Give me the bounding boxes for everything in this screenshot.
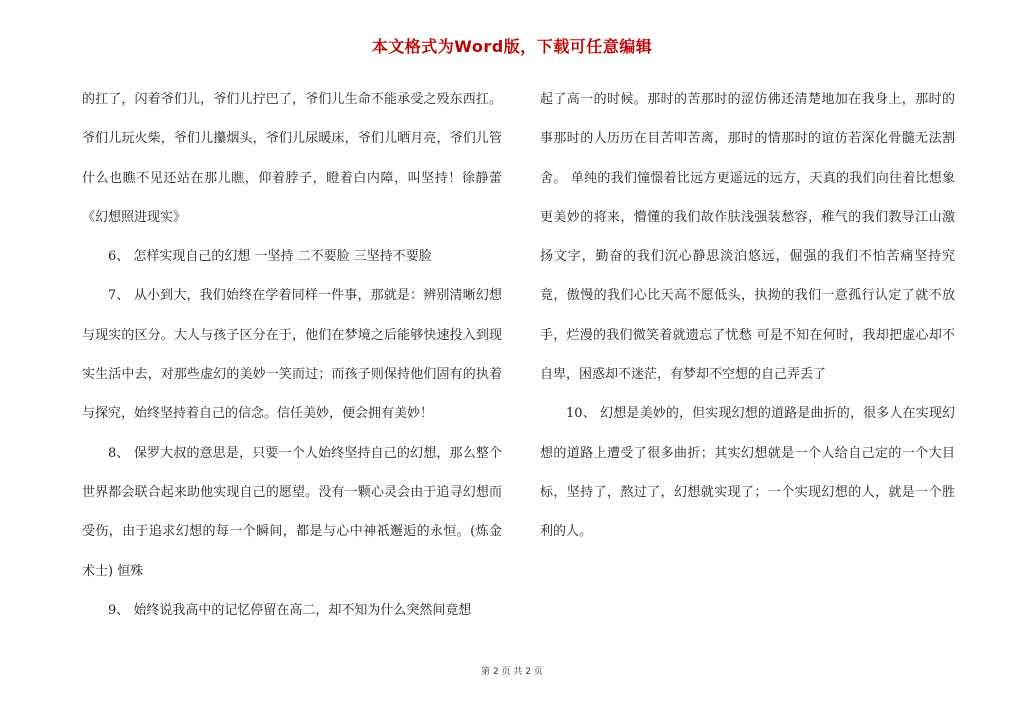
left-text-column bbox=[82, 80, 502, 630]
paragraph-item-10: 10、 幻想是美妙的，但实现幻想的道路是曲折的，很多人在实现幻想的道路上遭受了很多曲折；其实幻想就是一个人给自己定的一个大目标，坚持了，熬过了，幻想就实现了；一个实现幻想的人，就是一个胜利的人。 bbox=[540, 406, 955, 540]
document-header-title: 本文格式为Word版，下载可任意编辑 bbox=[371, 37, 653, 56]
right-text-column bbox=[540, 80, 955, 552]
page-number-footer: 第 2 页 共 2 页 bbox=[481, 667, 543, 677]
paragraph-continuation: 的扛了，闪着爷们儿，爷们儿拧巴了，爷们儿生命不能承受之殁东西扛。爷们儿玩火柴，爷们儿攥烟头，爷们儿尿暖床，爷们儿晒月亮，爷们儿管什么也瞧不见还站在那儿瞧，仰着脖子，瞪着白内障，叫坚持！徐静蕾 《幻想照进现实》 bbox=[82, 92, 502, 225]
paragraph-item-6: 6、 怎样实现自己的幻想 一坚持 二不要脸 三坚持不要脸 bbox=[108, 249, 432, 265]
paragraph-item-8: 8、 保罗大叔的意思是，只要一个人始终坚持自己的幻想，那么整个世界都会联合起来助他实现自己的愿望。没有一颗心灵会由于追寻幻想而受伤，由于追求幻想的每一个瞬间，都是与心中神祇邂逅的永恒。(炼金术士) 恒殊 bbox=[82, 445, 502, 579]
paragraph-item-9: 9、 始终说我高中的记忆停留在高二，却不知为什么突然间竟想 bbox=[108, 602, 472, 618]
paragraph-item-9-continuation: 起了高一的时候。那时的苦那时的涩仿佛还清楚地加在我身上，那时的事那时的人历历在目苦叩苦离，那时的情那时的谊仿若深化骨髓无法割舍。 单纯的我们憧憬着比远方更遥远的远方，天真的我们向往着比想象更美妙的将来，懵懂的我们故作肤浅强装愁容，稚气的我们教导江山激扬文字，勤奋的我们沉心静思淡泊悠远，倔强的我们不怕苦痛坚持究竟，傲慢的我们心比天高不愿低头，执拗的我们一意孤行认定了就不放手，烂漫的我们微笑着就遗忘了忧愁 可是不知在何时，我却把虚心却不自卑，困惑却不迷茫，有梦却不空想的自己弄丢了 bbox=[540, 92, 955, 383]
paragraph-item-7: 7、 从小到大，我们始终在学着同样一件事，那就是：辨别清晰幻想与现实的区分。大人与孩子区分在于，他们在梦境之后能够快速投入到现实生活中去，对那些虚幻的美妙一笑而过；而孩子则保持他们固有的执着与探究，始终坚持着自己的信念。信任美妙，便会拥有美妙！ bbox=[82, 288, 502, 422]
